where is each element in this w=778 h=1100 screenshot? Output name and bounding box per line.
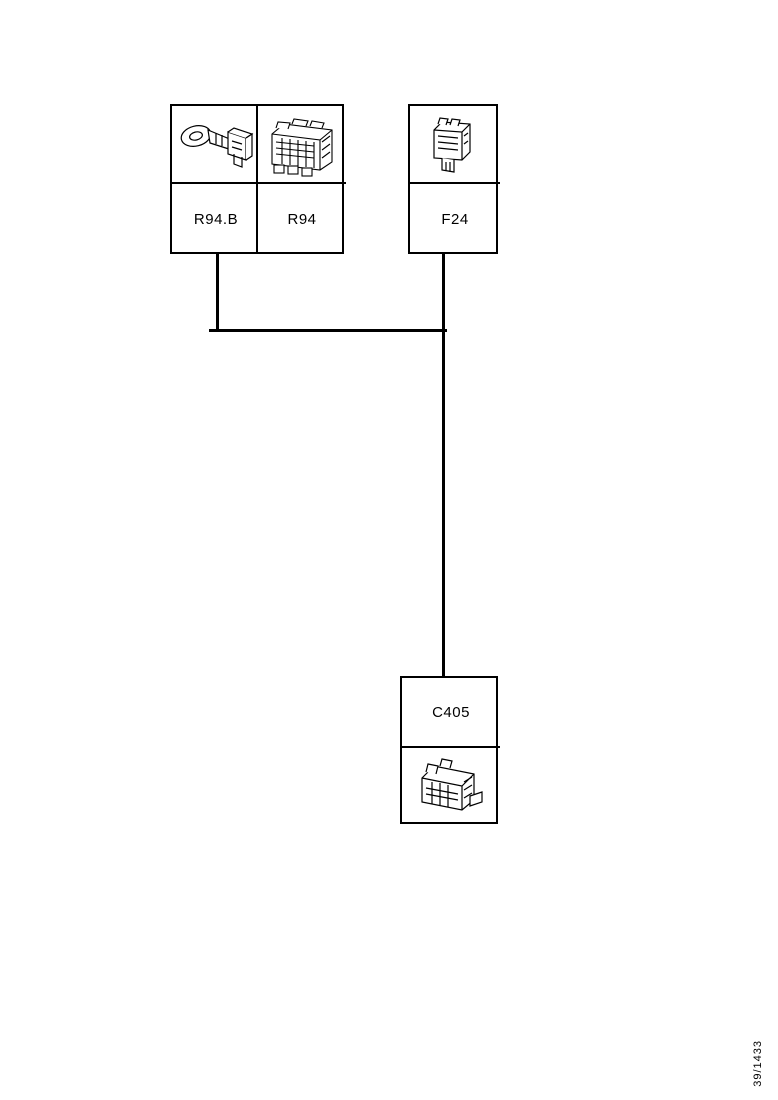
wire-r94b-to-f24 <box>209 329 447 332</box>
component-node-r94b[interactable] <box>170 104 258 254</box>
component-label-c405: C405 <box>432 703 470 721</box>
component-node-f24[interactable] <box>408 104 498 254</box>
connector-plug-icon <box>410 752 492 822</box>
component-node-r94[interactable] <box>256 104 344 254</box>
relay-module-icon <box>264 112 340 180</box>
component-label-r94b: R94.B <box>193 210 239 228</box>
node-divider <box>402 746 500 748</box>
wire-f24-down <box>442 252 445 678</box>
relay-terminal-ring-icon <box>176 110 256 182</box>
component-label-f24: F24 <box>441 210 469 228</box>
component-label-r94: R94 <box>287 210 317 228</box>
component-node-c405[interactable] <box>400 676 498 824</box>
fuse-block-icon <box>424 112 486 180</box>
wire-r94b-down <box>216 252 219 332</box>
page-code: 39/1433 <box>752 1040 764 1087</box>
